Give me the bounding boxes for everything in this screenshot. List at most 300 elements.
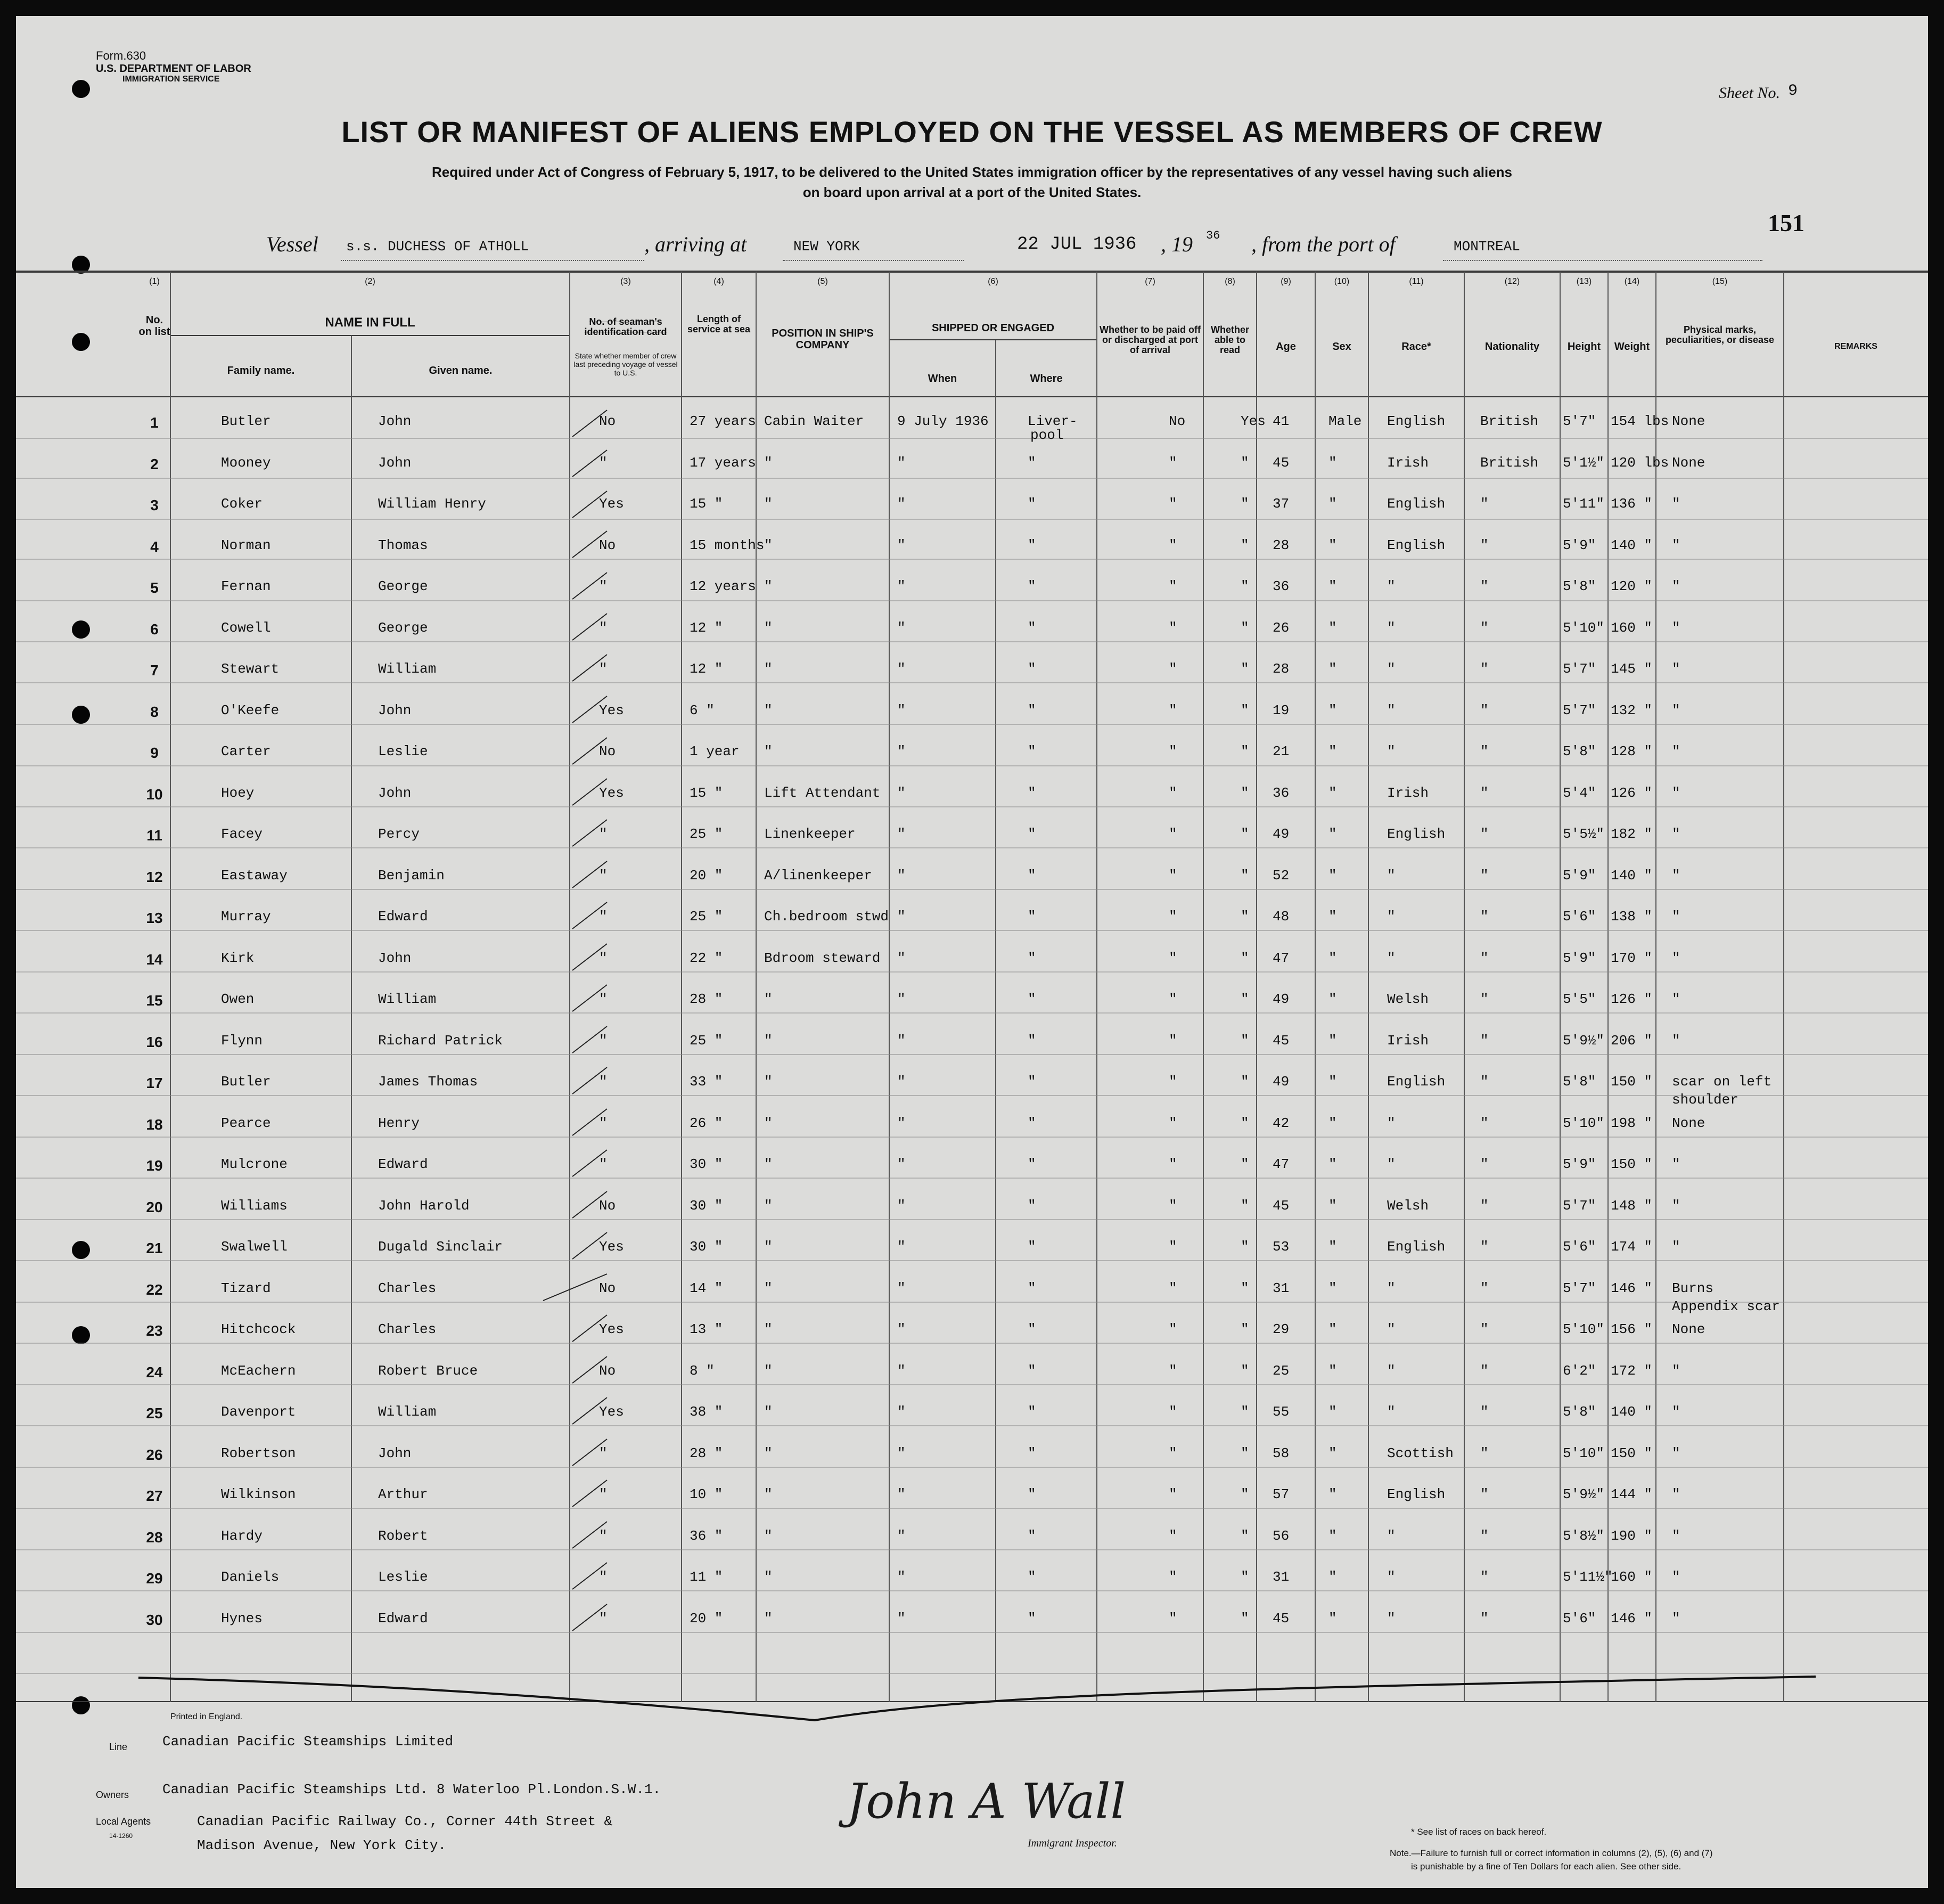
race-cell: Irish <box>1387 785 1429 801</box>
position-cell: " <box>764 702 773 718</box>
row-number: 19 <box>146 1157 163 1174</box>
col-6-header: SHIPPED OR ENGAGED <box>931 322 1055 334</box>
service-name: IMMIGRATION SERVICE <box>122 75 220 84</box>
given-name-cell: Richard Patrick <box>378 1033 503 1049</box>
paid-off-cell: " <box>1169 537 1177 553</box>
col-14-number: (14) <box>1624 277 1640 286</box>
able-to-read-cell: " <box>1241 1115 1249 1131</box>
owners-label: Owners <box>96 1789 129 1800</box>
able-to-read-cell: " <box>1241 620 1249 636</box>
weight-cell: 145 " <box>1611 661 1653 677</box>
height-cell: 5'1½" <box>1563 455 1605 471</box>
height-cell: 5'9" <box>1563 950 1596 966</box>
sex-cell: " <box>1328 743 1337 759</box>
weight-cell: 160 " <box>1611 620 1653 636</box>
age-cell: 52 <box>1273 868 1290 884</box>
row-number: 21 <box>146 1240 163 1256</box>
shipped-where-cell: " <box>1028 1074 1036 1090</box>
race-cell: " <box>1387 1569 1396 1585</box>
shipped-when-cell: " <box>897 455 906 471</box>
shipped-when-cell: " <box>897 1239 906 1255</box>
nationality-cell: " <box>1480 578 1489 594</box>
nationality-cell: " <box>1480 537 1489 553</box>
nationality-cell: " <box>1480 1569 1489 1585</box>
service-length-cell: 30 " <box>690 1198 723 1214</box>
previous-voyage-cell: " <box>599 1528 608 1544</box>
weight-cell: 140 " <box>1611 537 1653 553</box>
paid-off-cell: " <box>1169 1280 1177 1296</box>
sex-cell: " <box>1328 1569 1337 1585</box>
position-cell: Cabin Waiter <box>764 413 864 429</box>
weight-cell: 136 " <box>1611 496 1653 512</box>
col-2-header: NAME IN FULL <box>325 315 415 330</box>
document-title: LIST OR MANIFEST OF ALIENS EMPLOYED ON THE VESSEL AS MEMBERS OF CREW <box>341 115 1603 149</box>
age-cell: 45 <box>1273 1033 1290 1049</box>
family-name-cell: Norman <box>221 537 271 553</box>
position-cell: " <box>764 1569 773 1585</box>
agents-line-1: Canadian Pacific Railway Co., Corner 44th Street & <box>197 1813 613 1829</box>
family-name-cell: O'Keefe <box>221 702 280 718</box>
service-length-cell: 15 " <box>690 785 723 801</box>
shipped-where-cell: " <box>1028 1486 1036 1502</box>
service-length-cell: 28 " <box>690 991 723 1007</box>
shipped-when-cell: " <box>897 1363 906 1379</box>
family-name-cell: Pearce <box>221 1115 271 1131</box>
height-cell: 5'7" <box>1563 661 1596 677</box>
paid-off-cell: " <box>1169 785 1177 801</box>
position-cell: " <box>764 1280 773 1296</box>
row-number: 11 <box>146 827 162 844</box>
able-to-read-cell: " <box>1241 950 1249 966</box>
height-cell: 5'4" <box>1563 785 1596 801</box>
service-length-cell: 12 " <box>690 661 723 677</box>
race-cell: " <box>1387 1528 1396 1544</box>
col-9-number: (9) <box>1281 277 1291 286</box>
age-cell: 57 <box>1273 1486 1290 1502</box>
paid-off-cell: " <box>1169 496 1177 512</box>
sex-cell: " <box>1328 702 1337 718</box>
row-number: 25 <box>146 1405 163 1421</box>
sex-cell: " <box>1328 1156 1337 1172</box>
previous-voyage-cell: No <box>599 1280 616 1296</box>
race-cell: English <box>1387 1239 1446 1255</box>
race-cell: " <box>1387 1156 1396 1172</box>
weight-cell: 132 " <box>1611 702 1653 718</box>
sex-cell: " <box>1328 1528 1337 1544</box>
position-cell: " <box>764 537 773 553</box>
race-cell: English <box>1387 1074 1446 1090</box>
height-cell: 5'10" <box>1563 1115 1605 1131</box>
position-cell: " <box>764 1404 773 1420</box>
manifest-sheet <box>16 16 1928 1888</box>
position-cell: " <box>764 1363 773 1379</box>
age-cell: 19 <box>1273 702 1290 718</box>
row-number: 13 <box>146 910 163 926</box>
col-5-header: POSITION IN SHIP'S COMPANY <box>772 328 874 351</box>
age-cell: 55 <box>1273 1404 1290 1420</box>
given-name-cell: Robert Bruce <box>378 1363 478 1379</box>
sex-cell: " <box>1328 1611 1337 1627</box>
shipped-when-cell: " <box>897 909 906 925</box>
col-11-header: Race* <box>1401 341 1431 353</box>
weight-cell: 140 " <box>1611 868 1653 884</box>
able-to-read-cell: " <box>1241 743 1249 759</box>
col-4-number: (4) <box>713 277 724 286</box>
able-to-read-cell: " <box>1241 1321 1249 1337</box>
paid-off-cell: " <box>1169 1404 1177 1420</box>
shipped-where-cell: " <box>1028 909 1036 925</box>
age-cell: 28 <box>1273 537 1290 553</box>
able-to-read-cell: " <box>1241 1280 1249 1296</box>
paid-off-cell: " <box>1169 1486 1177 1502</box>
family-name-cell: Coker <box>221 496 263 512</box>
shipped-when-cell: " <box>897 991 906 1007</box>
weight-cell: 160 " <box>1611 1569 1653 1585</box>
row-number: 2 <box>150 456 159 472</box>
age-cell: 49 <box>1273 826 1290 842</box>
given-name-cell: Percy <box>378 826 420 842</box>
col-13-number: (13) <box>1576 277 1592 286</box>
shipped-when-cell: " <box>897 496 906 512</box>
paid-off-cell: No <box>1169 413 1186 429</box>
given-name-cell: John <box>378 413 412 429</box>
service-length-cell: 25 " <box>690 1033 723 1049</box>
line-label: Line <box>109 1742 128 1752</box>
shipped-where-cell: " <box>1028 1363 1036 1379</box>
given-name-cell: William Henry <box>378 496 486 512</box>
physical-marks-cell: " <box>1672 702 1680 718</box>
able-to-read-cell: " <box>1241 496 1249 512</box>
age-cell: 31 <box>1273 1280 1290 1296</box>
age-cell: 45 <box>1273 455 1290 471</box>
row-number: 14 <box>146 951 163 968</box>
given-name-cell: John <box>378 785 412 801</box>
vessel-label: Vessel <box>266 232 318 256</box>
given-name-cell: Robert <box>378 1528 428 1544</box>
shipped-where-cell: " <box>1028 1198 1036 1214</box>
family-name-cell: Swalwell <box>221 1239 288 1255</box>
position-cell: " <box>764 1486 773 1502</box>
sex-cell: " <box>1328 1074 1337 1090</box>
nationality-cell: " <box>1480 1280 1489 1296</box>
family-name-cell: Daniels <box>221 1569 280 1585</box>
height-cell: 5'9½" <box>1563 1486 1605 1502</box>
family-name-cell: Butler <box>221 413 271 429</box>
able-to-read-cell: " <box>1241 1239 1249 1255</box>
row-number: 23 <box>146 1322 163 1339</box>
service-length-cell: 30 " <box>690 1239 723 1255</box>
shipped-where-cell: " <box>1028 1156 1036 1172</box>
previous-voyage-cell: Yes <box>599 496 624 512</box>
shipped-when-cell: " <box>897 537 906 553</box>
shipped-when-cell: " <box>897 1198 906 1214</box>
nationality-cell: " <box>1480 1074 1489 1090</box>
fine-note-2: is punishable by a fine of Ten Dollars for each alien. See other side. <box>1411 1861 1681 1872</box>
nationality-cell: " <box>1480 785 1489 801</box>
nationality-cell: " <box>1480 620 1489 636</box>
row-number: 22 <box>146 1281 163 1298</box>
shipped-where-cell: " <box>1028 743 1036 759</box>
col-2-number: (2) <box>365 277 375 286</box>
race-cell: English <box>1387 413 1446 429</box>
shipped-when-cell: " <box>897 1569 906 1585</box>
col-2a-header: Family name. <box>227 365 295 377</box>
race-cell: Scottish <box>1387 1445 1454 1461</box>
arriving-label: , arriving at <box>644 232 747 256</box>
shipped-when-cell: " <box>897 1156 906 1172</box>
col-7-header: Whether to be paid off or discharged at port of arrival <box>1100 324 1201 355</box>
height-cell: 5'8" <box>1563 743 1596 759</box>
nationality-cell: " <box>1480 496 1489 512</box>
row-number: 1 <box>150 414 159 431</box>
nationality-cell: " <box>1480 1198 1489 1214</box>
sex-cell: Male <box>1328 413 1362 429</box>
service-length-cell: 15 months <box>690 537 765 553</box>
position-cell: " <box>764 991 773 1007</box>
physical-marks-cell: " <box>1672 743 1680 759</box>
physical-marks-cell: " <box>1672 1033 1680 1049</box>
service-length-cell: 33 " <box>690 1074 723 1090</box>
height-cell: 5'7" <box>1563 413 1596 429</box>
height-cell: 5'8" <box>1563 578 1596 594</box>
weight-cell: 174 " <box>1611 1239 1653 1255</box>
shipped-where-cell: " <box>1028 537 1036 553</box>
shipped-where-cell: " <box>1028 785 1036 801</box>
height-cell: 5'10" <box>1563 1445 1605 1461</box>
row-number: 15 <box>146 992 163 1009</box>
physical-marks-cell: " <box>1672 1363 1680 1379</box>
previous-voyage-cell: " <box>599 578 608 594</box>
weight-cell: 150 " <box>1611 1445 1653 1461</box>
height-cell: 5'11" <box>1563 496 1605 512</box>
service-length-cell: 10 " <box>690 1486 723 1502</box>
race-cell: " <box>1387 950 1396 966</box>
able-to-read-cell: " <box>1241 578 1249 594</box>
race-cell: " <box>1387 868 1396 884</box>
previous-voyage-cell: " <box>599 661 608 677</box>
weight-cell: 120 lbs <box>1611 455 1669 471</box>
service-length-cell: 30 " <box>690 1156 723 1172</box>
service-length-cell: 13 " <box>690 1321 723 1337</box>
race-cell: " <box>1387 661 1396 677</box>
paid-off-cell: " <box>1169 1445 1177 1461</box>
sex-cell: " <box>1328 991 1337 1007</box>
printed-note: Printed in England. <box>170 1712 243 1721</box>
row-number: 17 <box>146 1075 163 1091</box>
height-cell: 5'10" <box>1563 620 1605 636</box>
sex-cell: " <box>1328 1198 1337 1214</box>
row-number: 30 <box>146 1612 163 1628</box>
shipped-where-cell: " <box>1028 1445 1036 1461</box>
previous-voyage-cell: Yes <box>599 1404 624 1420</box>
previous-voyage-cell: " <box>599 991 608 1007</box>
given-name-cell: William <box>378 991 437 1007</box>
able-to-read-cell: Yes <box>1241 413 1266 429</box>
shipped-when-cell: " <box>897 1074 906 1090</box>
age-cell: 58 <box>1273 1445 1290 1461</box>
race-cell: " <box>1387 1280 1396 1296</box>
physical-marks-cell: " <box>1672 620 1680 636</box>
col-12-number: (12) <box>1504 277 1520 286</box>
subtitle-line-1: Required under Act of Congress of February 5, 1917, to be delivered to the United States immigration officer by the representatives of any vessel having such aliens <box>431 164 1513 180</box>
race-cell: " <box>1387 1404 1396 1420</box>
age-cell: 37 <box>1273 496 1290 512</box>
row-number: 18 <box>146 1116 163 1133</box>
race-cell: Welsh <box>1387 991 1429 1007</box>
previous-voyage-cell: No <box>599 743 616 759</box>
height-cell: 5'7" <box>1563 702 1596 718</box>
physical-marks-cell: " <box>1672 1198 1680 1214</box>
col-14-header: Weight <box>1614 341 1650 353</box>
physical-marks-cell: Burns <box>1672 1280 1714 1296</box>
col-1-header: No. on list <box>138 314 170 338</box>
nationality-cell: " <box>1480 1445 1489 1461</box>
physical-marks-cell: " <box>1672 826 1680 842</box>
age-cell: 48 <box>1273 909 1290 925</box>
shipped-where-cell: " <box>1028 868 1036 884</box>
paid-off-cell: " <box>1169 1074 1177 1090</box>
col-15-header: Physical marks, peculiarities, or disease <box>1665 324 1775 345</box>
age-cell: 29 <box>1273 1321 1290 1337</box>
physical-marks-cell: " <box>1672 909 1680 925</box>
sex-cell: " <box>1328 1033 1337 1049</box>
position-cell: Lift Attendant <box>764 785 881 801</box>
weight-cell: 156 " <box>1611 1321 1653 1337</box>
shipped-when-cell: 9 July 1936 <box>897 413 989 429</box>
given-name-cell: William <box>378 1404 437 1420</box>
shipped-when-cell: " <box>897 1528 906 1544</box>
row-number: 6 <box>150 621 159 638</box>
col-6a-header: When <box>928 373 957 385</box>
paid-off-cell: " <box>1169 1611 1177 1627</box>
physical-marks-cell: " <box>1672 1445 1680 1461</box>
age-cell: 42 <box>1273 1115 1290 1131</box>
given-name-cell: John <box>378 702 412 718</box>
height-cell: 6'2" <box>1563 1363 1596 1379</box>
physical-marks-cell: " <box>1672 1611 1680 1627</box>
shipped-where-cell: " <box>1028 661 1036 677</box>
shipped-when-cell: " <box>897 1115 906 1131</box>
weight-cell: 150 " <box>1611 1156 1653 1172</box>
family-name-cell: Stewart <box>221 661 280 677</box>
position-cell: " <box>764 1528 773 1544</box>
nationality-cell: " <box>1480 1156 1489 1172</box>
weight-cell: 190 " <box>1611 1528 1653 1544</box>
age-cell: 25 <box>1273 1363 1290 1379</box>
paid-off-cell: " <box>1169 578 1177 594</box>
family-name-cell: Eastaway <box>221 868 288 884</box>
col-7-number: (7) <box>1145 277 1155 286</box>
family-name-cell: Davenport <box>221 1404 296 1420</box>
shipped-where-cell: " <box>1028 455 1036 471</box>
inspector-signature: John A Wall <box>847 1774 1126 1829</box>
able-to-read-cell: " <box>1241 1074 1249 1090</box>
physical-marks-cell: " <box>1672 1569 1680 1585</box>
physical-marks-cell: " <box>1672 661 1680 677</box>
age-cell: 21 <box>1273 743 1290 759</box>
position-cell: " <box>764 1033 773 1049</box>
fine-note-1: Note.—Failure to furnish full or correct information in columns (2), (5), (6) and (7) <box>1390 1848 1713 1858</box>
position-cell: " <box>764 1198 773 1214</box>
given-name-cell: Benjamin <box>378 868 445 884</box>
previous-voyage-cell: " <box>599 620 608 636</box>
previous-voyage-cell: " <box>599 1115 608 1131</box>
service-length-cell: 28 " <box>690 1445 723 1461</box>
family-name-cell: Mulcrone <box>221 1156 288 1172</box>
nationality-cell: " <box>1480 1115 1489 1131</box>
age-cell: 28 <box>1273 661 1290 677</box>
physical-marks-cell-line2: shoulder <box>1672 1092 1738 1108</box>
physical-marks-cell: " <box>1672 991 1680 1007</box>
shipped-where-cell: " <box>1028 620 1036 636</box>
races-note: * See list of races on back hereof. <box>1411 1827 1547 1837</box>
physical-marks-cell: scar on left <box>1672 1074 1772 1090</box>
age-cell: 36 <box>1273 785 1290 801</box>
given-name-cell: John <box>378 455 412 471</box>
race-cell: " <box>1387 1611 1396 1627</box>
shipped-when-cell: " <box>897 950 906 966</box>
race-cell: " <box>1387 909 1396 925</box>
sex-cell: " <box>1328 868 1337 884</box>
sex-cell: " <box>1328 1445 1337 1461</box>
service-length-cell: 22 " <box>690 950 723 966</box>
weight-cell: 206 " <box>1611 1033 1653 1049</box>
shipped-where-cell: " <box>1028 1528 1036 1544</box>
given-name-cell: Edward <box>378 909 428 925</box>
paid-off-cell: " <box>1169 1569 1177 1585</box>
height-cell: 5'8" <box>1563 1404 1596 1420</box>
sex-cell: " <box>1328 1363 1337 1379</box>
age-cell: 45 <box>1273 1198 1290 1214</box>
weight-cell: 140 " <box>1611 1404 1653 1420</box>
age-cell: 41 <box>1273 413 1290 429</box>
physical-marks-cell: " <box>1672 496 1680 512</box>
nationality-cell: " <box>1480 1321 1489 1337</box>
given-name-cell: James Thomas <box>378 1074 478 1090</box>
family-name-cell: Hynes <box>221 1611 263 1627</box>
race-cell: " <box>1387 578 1396 594</box>
remarks-header: REMARKS <box>1834 342 1877 351</box>
able-to-read-cell: " <box>1241 1404 1249 1420</box>
service-length-cell: 20 " <box>690 1611 723 1627</box>
paid-off-cell: " <box>1169 620 1177 636</box>
paid-off-cell: " <box>1169 1198 1177 1214</box>
height-cell: 5'7" <box>1563 1280 1596 1296</box>
height-cell: 5'6" <box>1563 909 1596 925</box>
age-cell: 56 <box>1273 1528 1290 1544</box>
given-name-cell: George <box>378 578 428 594</box>
physical-marks-cell: " <box>1672 537 1680 553</box>
sex-cell: " <box>1328 826 1337 842</box>
family-name-cell: Carter <box>221 743 271 759</box>
weight-cell: 146 " <box>1611 1280 1653 1296</box>
sex-cell: " <box>1328 496 1337 512</box>
form-number: Form.630 <box>96 49 146 62</box>
paid-off-cell: " <box>1169 702 1177 718</box>
race-cell: " <box>1387 702 1396 718</box>
paid-off-cell: " <box>1169 455 1177 471</box>
weight-cell: 144 " <box>1611 1486 1653 1502</box>
col-3-subheader: State whether member of crew last preceding voyage of vessel to U.S. <box>573 352 678 377</box>
paid-off-cell: " <box>1169 909 1177 925</box>
weight-cell: 198 " <box>1611 1115 1653 1131</box>
sex-cell: " <box>1328 620 1337 636</box>
able-to-read-cell: " <box>1241 785 1249 801</box>
height-cell: 5'6" <box>1563 1611 1596 1627</box>
row-number: 28 <box>146 1529 163 1546</box>
sex-cell: " <box>1328 785 1337 801</box>
height-cell: 5'5½" <box>1563 826 1605 842</box>
